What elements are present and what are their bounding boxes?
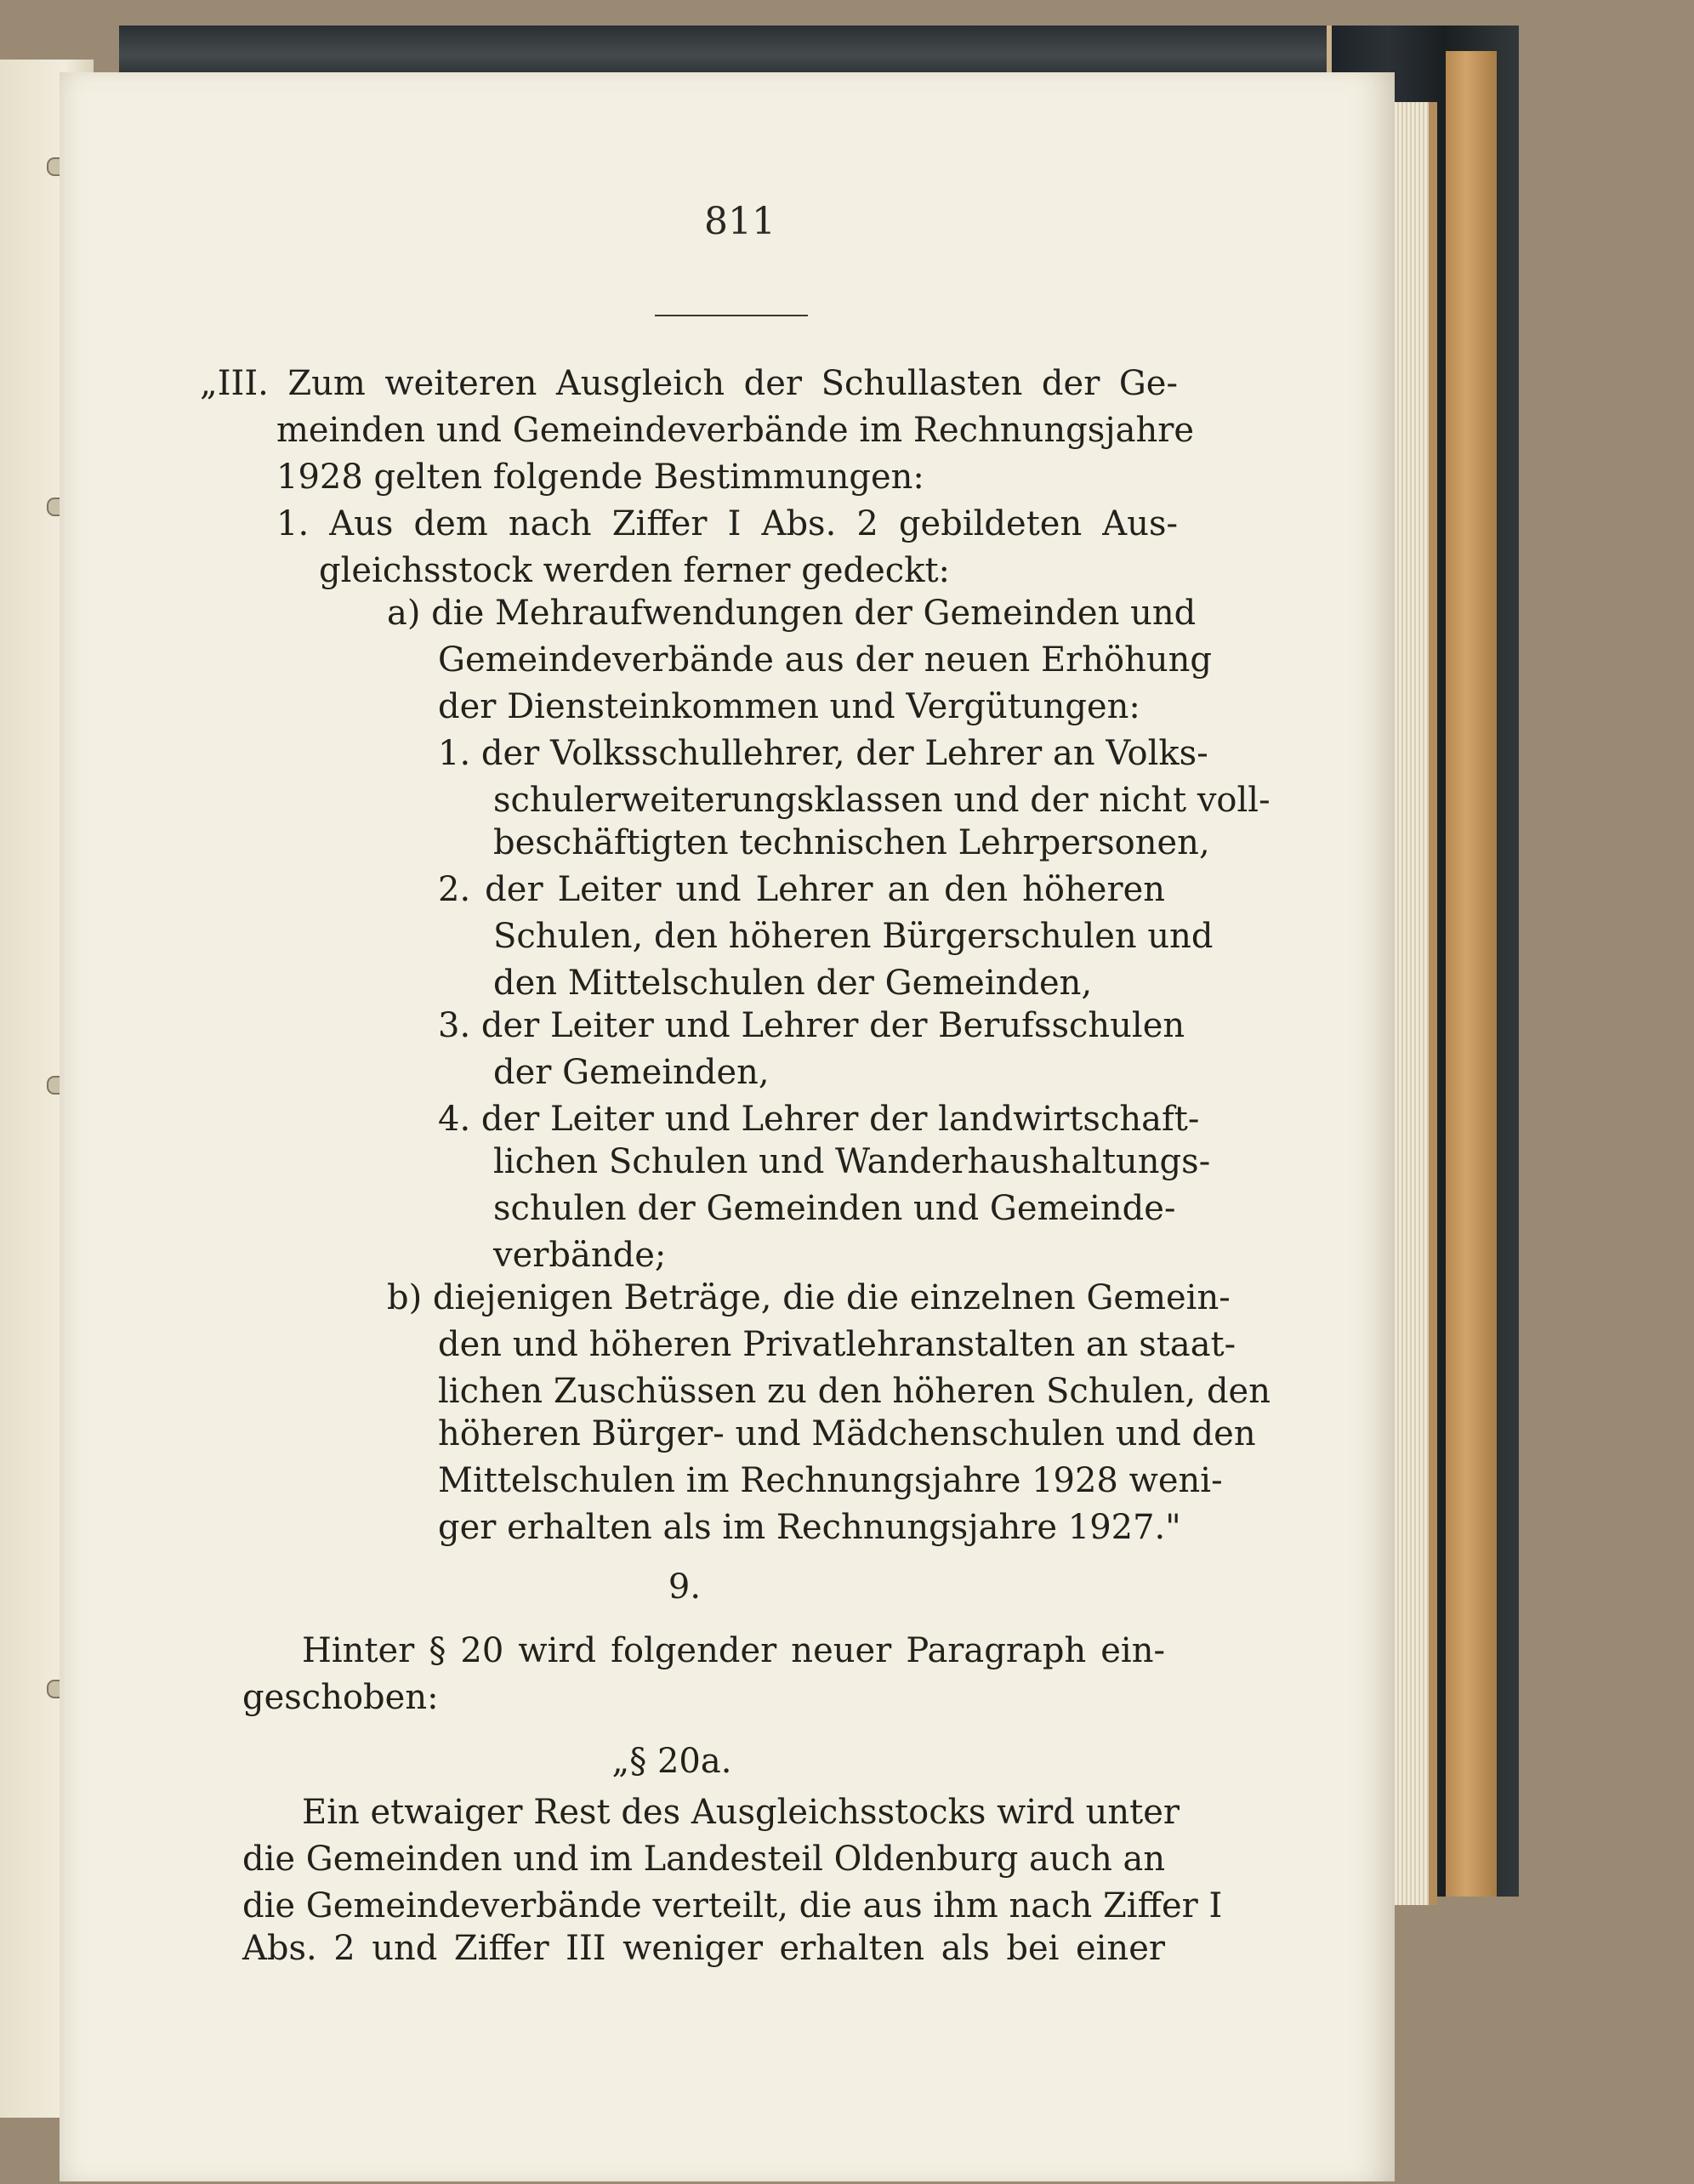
text-line: schulen der Gemeinden und Gemeinde- xyxy=(493,1189,1176,1228)
text-line: Gemeindeverbände aus der neuen Erhöhung xyxy=(438,640,1213,680)
text-line: 3. der Leiter und Lehrer der Berufsschulen xyxy=(438,1006,1185,1045)
text-line: der Diensteinkommen und Vergütungen: xyxy=(438,687,1140,726)
text-line: 2. der Leiter und Lehrer an den höheren xyxy=(438,870,1165,909)
page-number: 811 xyxy=(704,200,776,243)
text-line: b) diejenigen Beträge, die die einzelnen Gemein- xyxy=(387,1278,1231,1317)
page-number-rule xyxy=(655,315,808,316)
text-line: Schulen, den höheren Bürgerschulen und xyxy=(493,917,1214,956)
text-line: höheren Bürger- und Mädchenschulen und den xyxy=(438,1414,1256,1453)
text-line: a) die Mehraufwendungen der Gemeinden und xyxy=(387,594,1197,633)
text-line: gleichsstock werden ferner gedeckt: xyxy=(319,551,950,590)
text-line: meinden und Gemeindeverbände im Rechnungsjahre xyxy=(276,411,1195,450)
text-line: verbände; xyxy=(493,1236,667,1275)
text-line: 1. der Volksschullehrer, der Lehrer an Volks- xyxy=(438,734,1208,773)
text-line: 1. Aus dem nach Ziffer I Abs. 2 gebildeten Aus- xyxy=(276,504,1178,543)
text-line: die Gemeindeverbände verteilt, die aus ihm nach Ziffer I xyxy=(242,1886,1223,1925)
text-line: beschäftigten technischen Lehrpersonen, xyxy=(493,823,1210,862)
text-line: lichen Schulen und Wanderhaushaltungs- xyxy=(493,1142,1211,1181)
text-line: Hinter § 20 wird folgender neuer Paragraph ein- xyxy=(302,1631,1165,1670)
text-line: „III. Zum weiteren Ausgleich der Schullasten der Ge- xyxy=(200,364,1178,403)
text-line: Abs. 2 und Ziffer III weniger erhalten als bei einer xyxy=(242,1929,1165,1968)
text-line: den Mittelschulen der Gemeinden, xyxy=(493,964,1093,1003)
text-line: der Gemeinden, xyxy=(493,1053,770,1092)
book-spine-leather xyxy=(1446,51,1497,1897)
document-page xyxy=(60,72,1395,2181)
text-line: den und höheren Privatlehranstalten an staat- xyxy=(438,1325,1236,1364)
text-line: 4. der Leiter und Lehrer der landwirtschaft- xyxy=(438,1100,1200,1139)
text-line: Ein etwaiger Rest des Ausgleichsstocks wird unter xyxy=(302,1793,1180,1832)
text-line: 1928 gelten folgende Bestimmungen: xyxy=(276,458,924,497)
text-line: 9. xyxy=(668,1567,702,1607)
text-line: lichen Zuschüssen zu den höheren Schulen, den xyxy=(438,1372,1270,1411)
text-line: schulerweiterungsklassen und der nicht voll- xyxy=(493,781,1270,820)
text-line: „§ 20a. xyxy=(611,1742,732,1781)
text-line: ger erhalten als im Rechnungsjahre 1927." xyxy=(438,1508,1181,1547)
text-line: Mittelschulen im Rechnungsjahre 1928 weni- xyxy=(438,1461,1223,1500)
text-line: die Gemeinden und im Landesteil Oldenburg auch an xyxy=(242,1840,1166,1879)
text-line: geschoben: xyxy=(242,1678,439,1717)
